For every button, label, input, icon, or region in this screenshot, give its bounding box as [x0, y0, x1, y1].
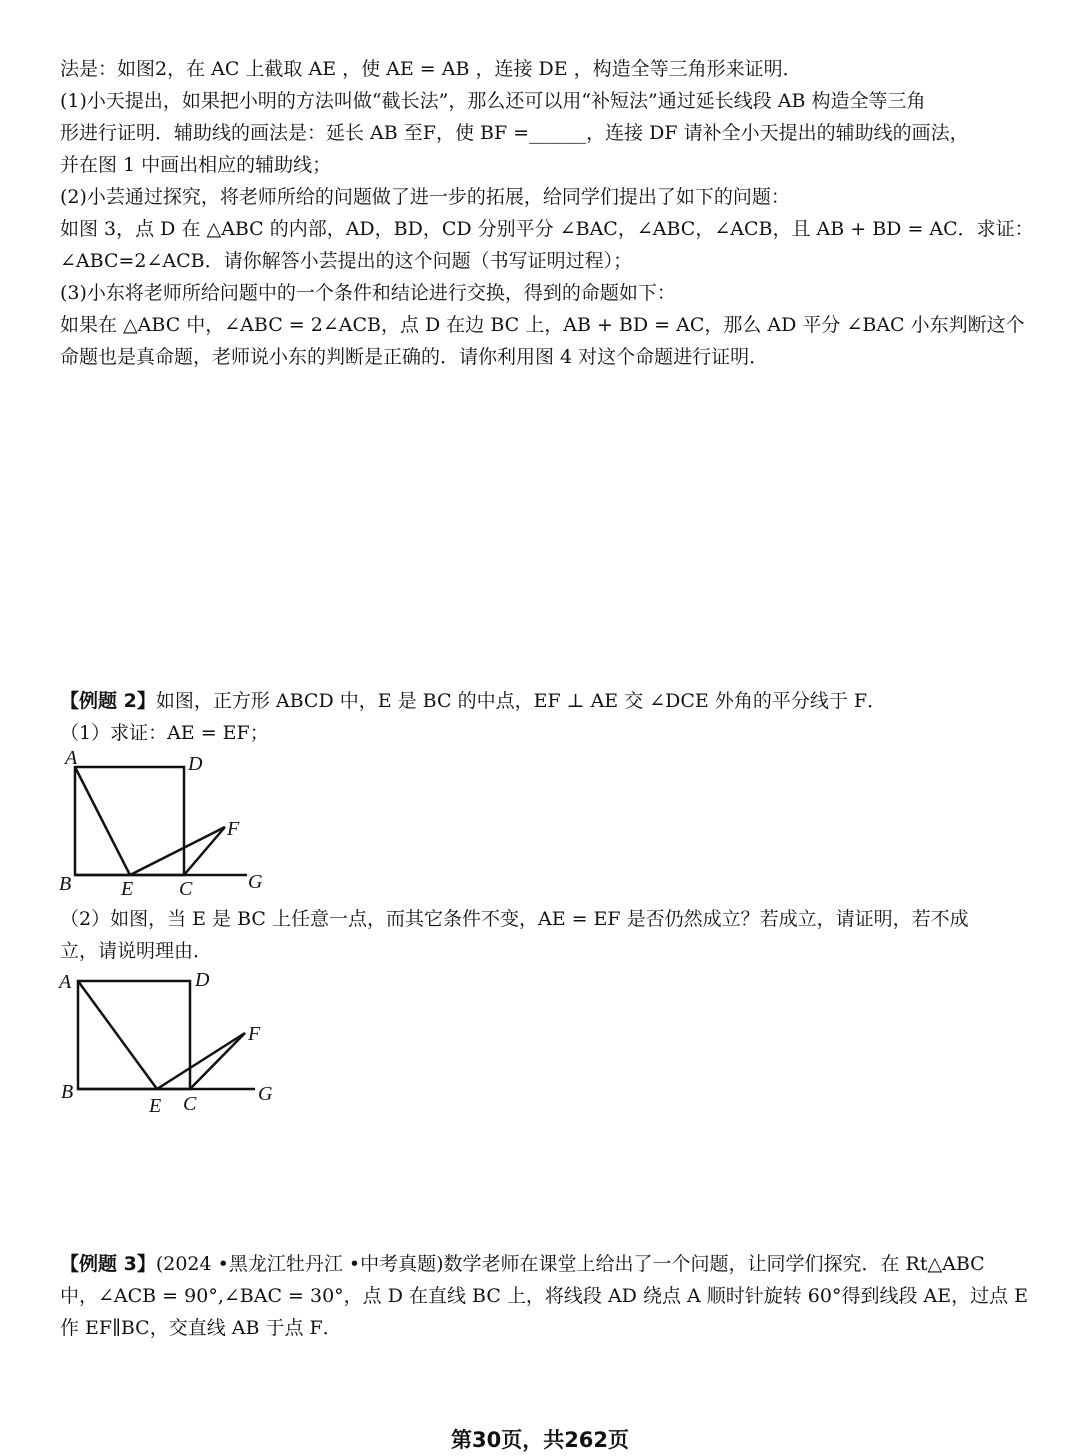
example-3-line-3: 作 EF∥BC，交直线 AB 于点 F．	[60, 1317, 342, 1339]
example-2-intro: 如图，正方形 ABCD 中，E 是 BC 的中点，EF ⊥ AE 交 ∠DCE 外角的平分线于 F．	[155, 690, 887, 712]
label-g: G	[248, 871, 263, 893]
text-line: 形进行证明．辅助线的画法是：延长 AB 至F，使 BF =______，连接 DF 请补全小天提出的辅助线的画法，	[60, 122, 969, 144]
example-2-part-1: （1）求证：AE = EF；	[60, 722, 269, 744]
label-b: B	[59, 873, 72, 895]
example-3-line-2: 中，∠ACB = 90°,∠BAC = 30°，点 D 在直线 BC 上，将线段 AD 绕点 A 顺时针旋转 60°得到线段 AE，过点 E	[60, 1285, 1029, 1307]
text-line: (2)小芸通过探究，将老师所给的问题做了进一步的拓展，给同学们提出了如下的问题：	[60, 186, 790, 208]
square-abcd	[78, 981, 190, 1089]
figure-square-1	[55, 742, 285, 902]
example-3-heading	[60, 1251, 1030, 1277]
text-line: 法是：如图2，在 AC 上截取 AE ，使 AE = AB ，连接 DE ，构造全等三角形来证明．	[60, 58, 802, 80]
label-f: F	[248, 1023, 261, 1045]
text-line: (1)小天提出，如果把小明的方法叫做“截长法”，那么还可以用“补短法”通过延长线段 AB 构造全等三角	[60, 90, 926, 112]
label-e: E	[149, 1095, 162, 1117]
label-a: A	[65, 747, 78, 769]
label-b: B	[61, 1081, 74, 1103]
example-2-part-2-cont: 立，请说明理由．	[60, 940, 213, 962]
example-2-tag: 【例题 2】	[60, 690, 156, 712]
text-line: 命题也是真命题，老师说小东的判断是正确的．请你利用图 4 对这个命题进行证明．	[60, 346, 769, 368]
label-f: F	[227, 818, 240, 840]
segment-ae	[78, 981, 157, 1089]
segment-cf	[190, 1033, 245, 1089]
label-d: D	[188, 753, 203, 775]
segment-ae	[75, 767, 130, 875]
example-3-line-1: (2024 •黑龙江牡丹江 •中考真题)数学老师在课堂上给出了一个问题，让同学们探究．在 Rt△ABC	[155, 1253, 985, 1275]
label-c: C	[183, 1093, 197, 1115]
square-abcd	[75, 767, 184, 875]
label-a: A	[59, 971, 72, 993]
segment-ef	[130, 827, 225, 875]
text-line: 如图 3，点 D 在 △ABC 的内部，AD，BD，CD 分别平分 ∠BAC，∠ABC，∠ACB，且 AB + BD = AC．求证：	[60, 218, 1034, 240]
text-line: 如果在 △ABC 中，∠ABC = 2∠ACB，点 D 在边 BC 上，AB + BD = AC，那么 AD 平分 ∠BAC 小东判断这个	[60, 314, 1025, 336]
text-line: 并在图 1 中画出相应的辅助线；	[60, 154, 332, 176]
example-2-heading	[60, 688, 1030, 714]
segment-ef	[157, 1033, 245, 1089]
text-line: ∠ABC=2∠ACB．请你解答小芸提出的这个问题（书写证明过程）；	[60, 250, 633, 272]
page-number: 第30页，共262页	[450, 1428, 630, 1452]
text-line: (3)小东将老师所给问题中的一个条件和结论进行交换，得到的命题如下：	[60, 282, 676, 304]
label-g: G	[258, 1083, 273, 1105]
label-e: E	[121, 878, 134, 900]
example-3-tag: 【例题 3】	[60, 1253, 156, 1275]
label-d: D	[195, 969, 210, 991]
label-c: C	[179, 878, 193, 900]
example-2-part-2: （2）如图，当 E 是 BC 上任意一点，而其它条件不变，AE = EF 是否仍然成立？若成立，请证明，若不成	[60, 908, 969, 930]
segment-cf	[184, 827, 225, 875]
figure-square-2	[55, 958, 285, 1118]
